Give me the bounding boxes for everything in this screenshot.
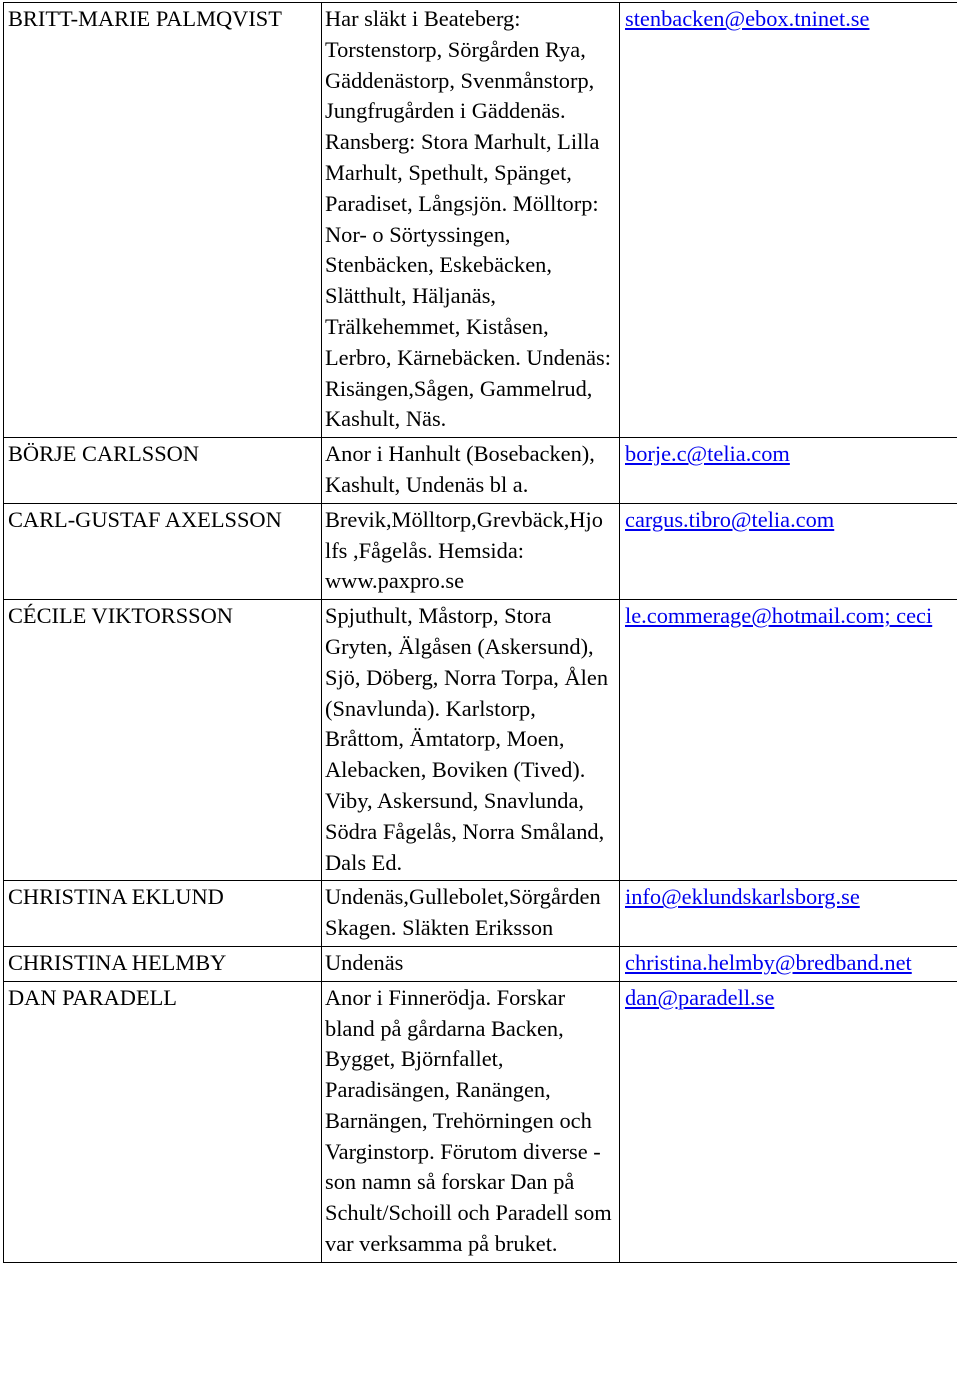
researcher-name: CARL-GUSTAF AXELSSON — [4, 503, 322, 599]
research-description: Anor i Finnerödja. Forskar bland på gårdarna Backen, Bygget, Björnfallet, Paradisängen, Ranängen, Barnängen, Trehörningen och Varginstorp. Förutom diverse -son namn så forskar Dan på Schult/Schoill och Paradell som var verksamma på bruket. — [322, 981, 620, 1262]
email-link[interactable]: info@eklundskarlsborg.se — [625, 884, 860, 910]
email-cell — [620, 981, 958, 1262]
email-cell — [620, 3, 958, 438]
research-description: Anor i Hanhult (Bosebacken), Kashult, Undenäs bl a. — [322, 438, 620, 504]
email-link[interactable]: cargus.tibro@telia.com — [625, 506, 835, 532]
researcher-name: CHRISTINA HELMBY — [4, 946, 322, 981]
research-description: Undenäs,Gullebolet,Sörgården Skagen. Släkten Eriksson — [322, 881, 620, 947]
researcher-name: CÉCILE VIKTORSSON — [4, 600, 322, 881]
researcher-name: DAN PARADELL — [4, 981, 322, 1262]
table-row — [4, 946, 958, 981]
email-cell — [620, 503, 958, 599]
table-row — [4, 981, 958, 1262]
email-cell — [620, 438, 958, 504]
email-link[interactable]: stenbacken@ebox.tninet.se — [625, 6, 870, 31]
table-row — [4, 503, 958, 599]
research-description: Undenäs — [322, 946, 620, 981]
table-row — [4, 3, 958, 438]
researcher-name: CHRISTINA EKLUND — [4, 881, 322, 947]
contact-sheet — [3, 2, 957, 1398]
table-row — [4, 881, 958, 947]
email-cell — [620, 600, 958, 881]
email-cell — [620, 881, 958, 947]
research-description: Brevik,Mölltorp,Grevbäck,Hjo lfs ,Fågelås. Hemsida: www.paxpro.se — [322, 503, 620, 599]
email-link[interactable]: borje.c@telia.com — [625, 441, 790, 467]
researcher-name: BRITT-MARIE PALMQVIST — [4, 3, 322, 438]
research-description: Spjuthult, Måstorp, Stora Gryten, Älgåsen (Askersund), Sjö, Döberg, Norra Torpa, Ålen (Snavlunda). Karlstorp, Bråttom, Ämtatorp, Moen, Alebacken, Boviken (Tived). Viby, Askersund, Snavlunda, Södra Fågelås, Norra Småland, Dals Ed. — [322, 600, 620, 881]
email-link[interactable]: christina.helmby@bredband.net — [625, 949, 912, 975]
email-link[interactable]: le.commerage@hotmail.com; ceci — [625, 603, 933, 629]
email-cell — [620, 946, 958, 981]
table-row — [4, 438, 958, 504]
research-description: Har släkt i Beateberg: Torstenstorp, Sörgården Rya, Gäddenästorp, Svenmånstorp, Jungfrugården i Gäddenäs. Ransberg: Stora Marhult, Lilla Marhult, Spethult, Spänget, Paradiset, Långsjön. Mölltorp: Nor- o Sörtyssingen, Stenbäcken, Eskebäcken, Slätthult, Häljanäs, Trälkehemmet, Kiståsen, Lerbro, Kärnebäcken. Undenäs: Risängen,Sågen, Gammelrud, Kashult, Näs. — [322, 3, 620, 438]
email-link[interactable]: dan@paradell.se — [625, 984, 775, 1010]
researcher-table — [3, 2, 957, 1263]
researcher-name: BÖRJE CARLSSON — [4, 438, 322, 504]
table-row — [4, 600, 958, 881]
